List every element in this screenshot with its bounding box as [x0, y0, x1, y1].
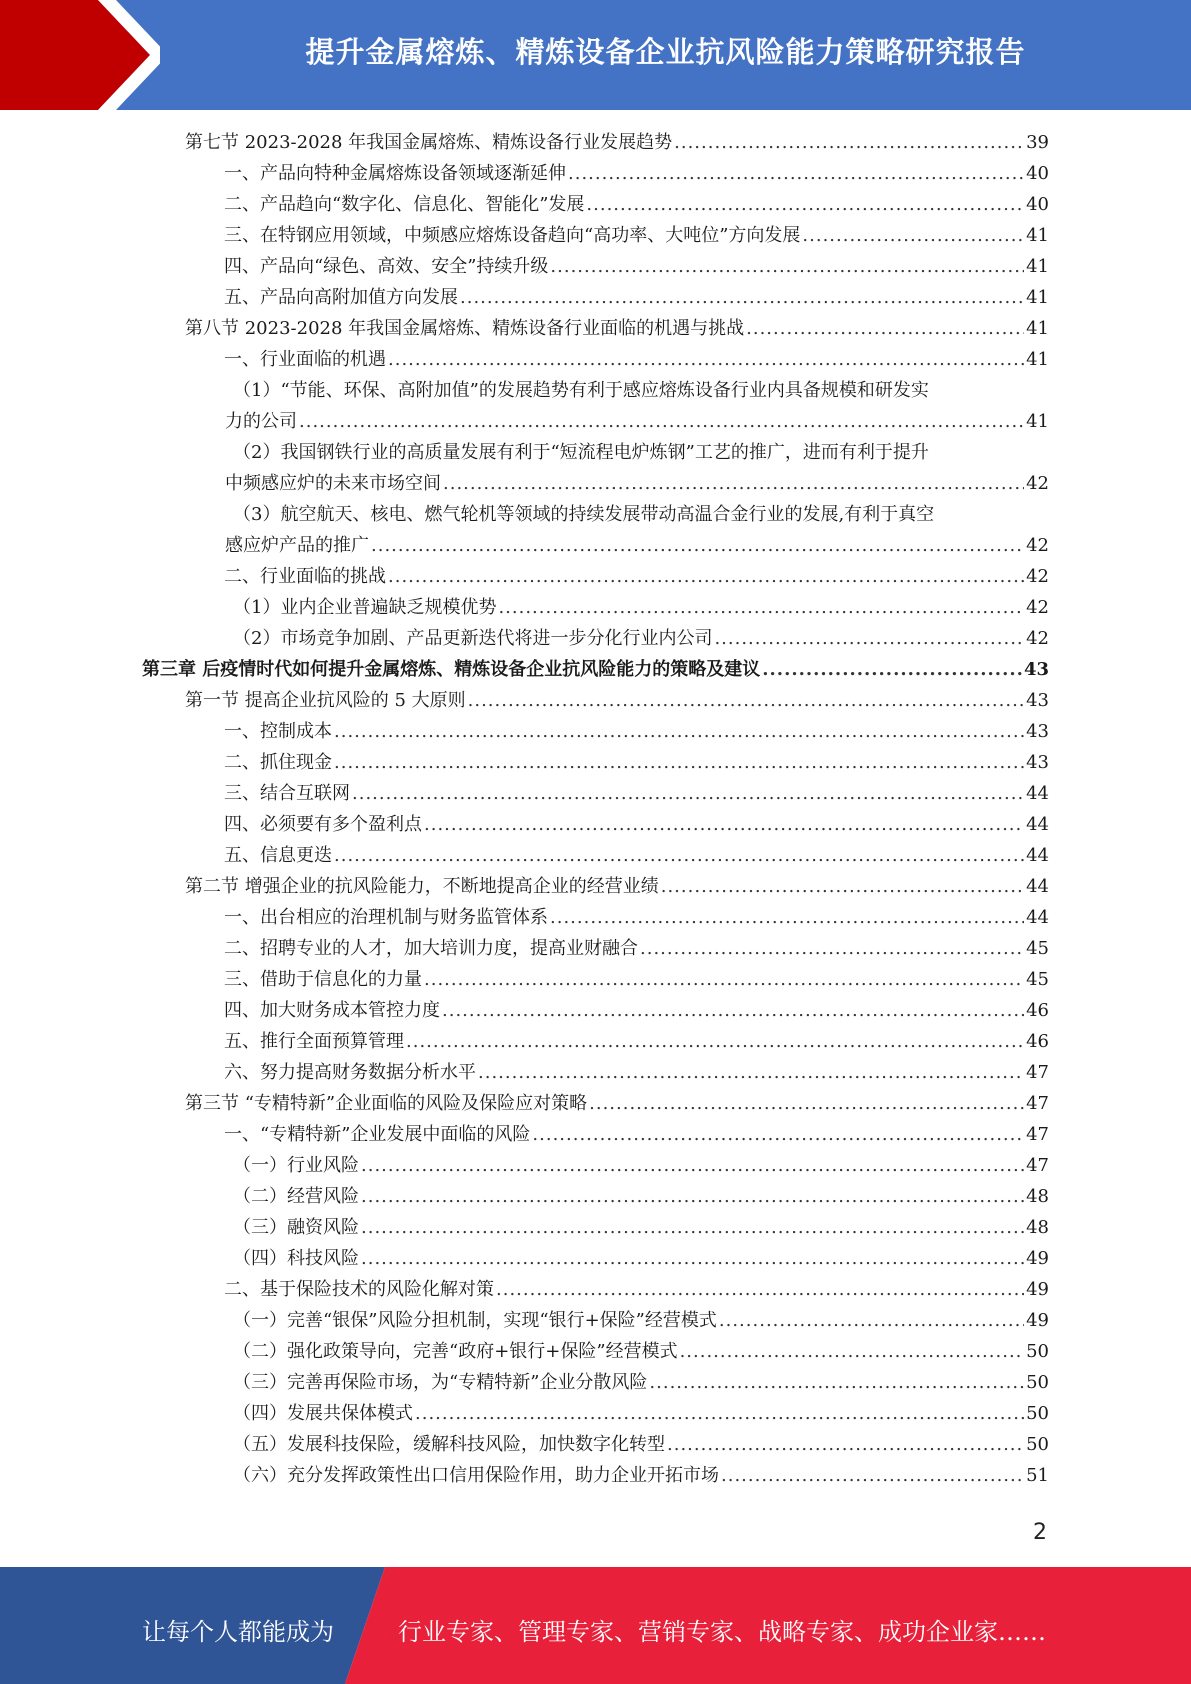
toc-entry[interactable] — [185, 1088, 1049, 1119]
footer-slogan-right: 行业专家、管理专家、营销专家、战略专家、成功企业家…… — [398, 1618, 1046, 1646]
toc-leader-dots — [361, 1243, 1024, 1274]
toc-page-number: 46 — [1026, 1000, 1049, 1021]
toc-leader-dots — [334, 716, 1024, 747]
toc-entry[interactable] — [224, 995, 1049, 1026]
toc-leader-dots — [361, 1150, 1024, 1181]
toc-leader-dots — [415, 1398, 1024, 1429]
toc-entry[interactable] — [185, 127, 1049, 158]
toc-leader-dots — [361, 1181, 1024, 1212]
toc-entry[interactable] — [224, 964, 1049, 995]
toc-leader-dots — [674, 127, 1024, 158]
toc-entry-label: 五、推行全面预算管理 — [224, 1031, 404, 1052]
toc-entry[interactable] — [233, 623, 1049, 654]
toc-entry[interactable] — [233, 1429, 1049, 1460]
toc-leader-dots — [460, 282, 1024, 313]
toc-page-number: 41 — [1026, 349, 1049, 370]
toc-entry[interactable] — [185, 871, 1049, 902]
toc-entry-label: （四）发展共保体模式 — [233, 1403, 413, 1424]
toc-leader-dots — [568, 158, 1024, 189]
report-title: 提升金属熔炼、精炼设备企业抗风险能力策略研究报告 — [305, 35, 1026, 69]
toc-entry-label: （2）市场竞争加剧、产品更新迭代将进一步分化行业内公司 — [233, 628, 713, 649]
toc-entry[interactable] — [224, 158, 1049, 189]
toc-page-number: 50 — [1026, 1403, 1049, 1424]
header-band — [0, 0, 1191, 110]
toc-entry[interactable] — [233, 1305, 1049, 1336]
toc-page-number: 43 — [1023, 659, 1049, 680]
toc-leader-dots — [649, 1367, 1024, 1398]
toc-leader-dots — [442, 995, 1024, 1026]
toc-leader-dots — [586, 189, 1024, 220]
toc-page-number: 49 — [1026, 1248, 1049, 1269]
toc-entry[interactable] — [224, 344, 1049, 375]
toc-page-number: 47 — [1026, 1062, 1049, 1083]
page-number: 2 — [1033, 1520, 1047, 1545]
toc-leader-dots — [352, 778, 1024, 809]
toc-entry[interactable] — [225, 437, 1049, 499]
toc-entry-label: 六、努力提高财务数据分析水平 — [224, 1062, 476, 1083]
toc-entry[interactable] — [185, 685, 1049, 716]
toc-leader-dots — [361, 1212, 1024, 1243]
toc-leader-dots — [388, 561, 1024, 592]
toc-leader-dots — [714, 623, 1024, 654]
toc-entry[interactable] — [224, 1026, 1049, 1057]
toc-entry[interactable] — [233, 1460, 1049, 1491]
toc-entry[interactable] — [224, 1057, 1049, 1088]
toc-entry-label: （一）完善“银保”风险分担机制，实现“银行+保险”经营模式 — [233, 1310, 717, 1331]
toc-entry-label: （五）发展科技保险，缓解科技风险，加快数字化转型 — [233, 1434, 665, 1455]
toc-entry-label: （三）融资风险 — [233, 1217, 359, 1238]
toc-entry-label: 五、信息更迭 — [224, 845, 332, 866]
toc-page-number: 48 — [1026, 1217, 1049, 1238]
toc-entry[interactable] — [224, 189, 1049, 220]
toc-leader-dots — [719, 1305, 1024, 1336]
toc-page-number: 41 — [1026, 256, 1049, 277]
toc-entry-label: （二）经营风险 — [233, 1186, 359, 1207]
toc-page-number: 42 — [1026, 535, 1049, 556]
toc-page-number: 47 — [1026, 1124, 1049, 1145]
toc-entry-label-line2: 力的公司 — [225, 411, 297, 432]
toc-leader-dots — [388, 344, 1024, 375]
toc-entry[interactable] — [225, 499, 1049, 561]
toc-leader-dots — [443, 468, 1024, 499]
toc-leader-dots — [661, 871, 1024, 902]
toc-entry-label: 一、出台相应的治理机制与财务监管体系 — [224, 907, 548, 928]
footer-band — [0, 1567, 1191, 1684]
toc-page-number: 45 — [1026, 969, 1049, 990]
toc-leader-dots — [496, 1274, 1024, 1305]
toc-entry-label: 三、在特钢应用领域，中频感应熔炼设备趋向“高功率、大吨位”方向发展 — [224, 225, 801, 246]
toc-page-number: 41 — [1026, 411, 1049, 432]
toc-leader-dots — [640, 933, 1024, 964]
toc-entry-label: 一、产品向特种金属熔炼设备领域逐渐延伸 — [224, 163, 566, 184]
toc-page-number: 41 — [1026, 318, 1049, 339]
toc-entry-label-line2: 感应炉产品的推广 — [225, 535, 369, 556]
toc-leader-dots — [371, 530, 1024, 561]
toc-page-number: 44 — [1026, 845, 1049, 866]
toc-entry-label-line1: （3）航空航天、核电、燃气轮机等领域的持续发展带动高温合金行业的发展,有利于真空 — [233, 504, 935, 525]
toc-entry-label: 一、行业面临的机遇 — [224, 349, 386, 370]
toc-entry[interactable] — [233, 592, 1049, 623]
toc-page-number: 41 — [1026, 287, 1049, 308]
toc-entry[interactable] — [233, 1243, 1049, 1274]
toc-entry-label-line1: （2）我国钢铁行业的高质量发展有利于“短流程电炉炼钢”工艺的推广，进而有利于提升 — [233, 442, 929, 463]
toc-entry-label: （一）行业风险 — [233, 1155, 359, 1176]
toc-leader-dots — [498, 592, 1024, 623]
toc-page-number: 39 — [1026, 132, 1049, 153]
toc-leader-dots — [721, 1460, 1024, 1491]
toc-entry-label: 四、必须要有多个盈利点 — [224, 814, 422, 835]
toc-entry-label: 二、抓住现金 — [224, 752, 332, 773]
toc-page-number: 51 — [1026, 1465, 1049, 1486]
toc-entry-label: 四、产品向“绿色、高效、安全”持续升级 — [224, 256, 549, 277]
toc-entry[interactable] — [224, 778, 1049, 809]
toc-entry-label: （三）完善再保险市场，为“专精特新”企业分散风险 — [233, 1372, 648, 1393]
toc-page-number: 47 — [1026, 1155, 1049, 1176]
toc-entry-label: （六）充分发挥政策性出口信用保险作用，助力企业开拓市场 — [233, 1465, 719, 1486]
toc-entry-label: （四）科技风险 — [233, 1248, 359, 1269]
toc-page-number: 46 — [1026, 1031, 1049, 1052]
toc-entry-label: 第一节 提高企业抗风险的 5 大原则 — [185, 690, 466, 711]
toc-entry[interactable] — [224, 933, 1049, 964]
toc-leader-dots — [667, 1429, 1024, 1460]
toc-entry-label: 第二节 增强企业的抗风险能力，不断地提高企业的经营业绩 — [185, 876, 659, 897]
toc-leader-dots — [532, 1119, 1024, 1150]
toc-page-number: 45 — [1026, 938, 1049, 959]
toc-leader-dots — [550, 251, 1024, 282]
toc-entry[interactable] — [233, 1181, 1049, 1212]
toc-page-number: 43 — [1026, 690, 1049, 711]
footer-slogan-left: 让每个人都能成为 — [142, 1618, 334, 1646]
toc-leader-dots — [762, 654, 1022, 685]
toc-entry[interactable] — [225, 375, 1049, 437]
toc-entry[interactable] — [224, 220, 1049, 251]
toc-entry[interactable] — [224, 561, 1049, 592]
toc-leader-dots — [299, 406, 1024, 437]
toc-entry[interactable] — [224, 1274, 1049, 1305]
toc-entry[interactable] — [224, 716, 1049, 747]
toc-leader-dots — [680, 1336, 1025, 1367]
toc-leader-dots — [424, 964, 1024, 995]
toc-entry-label-line1: （1）“节能、环保、高附加值”的发展趋势有利于感应熔炼设备行业内具备规模和研发实 — [233, 380, 929, 401]
toc-page-number: 44 — [1026, 814, 1049, 835]
toc-entry-label: 二、行业面临的挑战 — [224, 566, 386, 587]
toc-page-number: 47 — [1026, 1093, 1049, 1114]
toc-entry-label: 第八节 2023-2028 年我国金属熔炼、精炼设备行业面临的机遇与挑战 — [185, 318, 745, 339]
toc-entry-label: （二）强化政策导向，完善“政府+银行+保险”经营模式 — [233, 1341, 678, 1362]
toc-entry[interactable] — [185, 313, 1049, 344]
toc-page-number: 42 — [1026, 473, 1049, 494]
toc-entry[interactable] — [224, 747, 1049, 778]
toc-entry-label: 三、借助于信息化的力量 — [224, 969, 422, 990]
toc-page-number: 44 — [1026, 783, 1049, 804]
toc-entry[interactable] — [224, 809, 1049, 840]
toc-page-number: 50 — [1026, 1372, 1049, 1393]
toc-entry-label: 第三节 “专精特新”企业面临的风险及保险应对策略 — [185, 1093, 588, 1114]
toc-entry-label: 第七节 2023-2028 年我国金属熔炼、精炼设备行业发展趋势 — [185, 132, 673, 153]
toc-entry-label: 五、产品向高附加值方向发展 — [224, 287, 458, 308]
toc-entry[interactable] — [233, 1212, 1049, 1243]
toc-page-number: 41 — [1026, 225, 1049, 246]
toc-leader-dots — [550, 902, 1024, 933]
toc-entry[interactable] — [224, 282, 1049, 313]
toc-page-number: 44 — [1026, 876, 1049, 897]
toc-entry[interactable] — [233, 1336, 1049, 1367]
toc-page-number: 50 — [1026, 1341, 1049, 1362]
toc-page-number: 49 — [1026, 1279, 1049, 1300]
toc-page-number: 42 — [1026, 628, 1049, 649]
toc-entry[interactable] — [224, 902, 1049, 933]
toc-entry-label: 四、加大财务成本管控力度 — [224, 1000, 440, 1021]
toc-entry-label: 二、产品趋向“数字化、信息化、智能化”发展 — [224, 194, 585, 215]
toc-page-number: 40 — [1026, 194, 1049, 215]
toc-entry-label: 二、招聘专业的人才，加大培训力度，提高业财融合 — [224, 938, 638, 959]
toc-leader-dots — [478, 1057, 1024, 1088]
toc-entry-label: 一、“专精特新”企业发展中面临的风险 — [224, 1124, 531, 1145]
toc-leader-dots — [589, 1088, 1024, 1119]
toc-page-number: 44 — [1026, 907, 1049, 928]
toc-leader-dots — [334, 747, 1024, 778]
toc-entry-label: 二、基于保险技术的风险化解对策 — [224, 1279, 494, 1300]
toc-entry-label: 第三章 后疫情时代如何提升金属熔炼、精炼设备企业抗风险能力的策略及建议 — [142, 659, 761, 680]
toc-page-number: 48 — [1026, 1186, 1049, 1207]
toc-entry[interactable] — [224, 1119, 1049, 1150]
chevron-logo-icon — [0, 0, 160, 110]
toc-leader-dots — [802, 220, 1024, 251]
toc-entry[interactable] — [233, 1367, 1049, 1398]
toc-entry[interactable] — [233, 1150, 1049, 1181]
toc-entry-label: （1）业内企业普遍缺乏规模优势 — [233, 597, 497, 618]
toc-leader-dots — [406, 1026, 1024, 1057]
toc-page-number: 40 — [1026, 163, 1049, 184]
toc-entry-label: 一、控制成本 — [224, 721, 332, 742]
toc-entry[interactable] — [224, 840, 1049, 871]
toc-entry[interactable] — [142, 654, 1049, 685]
toc-page-number: 42 — [1026, 597, 1049, 618]
toc-page-number: 43 — [1026, 752, 1049, 773]
toc-entry[interactable] — [224, 251, 1049, 282]
toc-entry-label-line2: 中频感应炉的未来市场空间 — [225, 473, 441, 494]
toc-leader-dots — [334, 840, 1024, 871]
toc-page-number: 42 — [1026, 566, 1049, 587]
toc-page-number: 49 — [1026, 1310, 1049, 1331]
toc-entry-label: 三、结合互联网 — [224, 783, 350, 804]
toc-leader-dots — [424, 809, 1024, 840]
toc-leader-dots — [746, 313, 1024, 344]
toc-entry[interactable] — [233, 1398, 1049, 1429]
toc-page-number: 50 — [1026, 1434, 1049, 1455]
toc-leader-dots — [468, 685, 1024, 716]
toc-page-number: 43 — [1026, 721, 1049, 742]
